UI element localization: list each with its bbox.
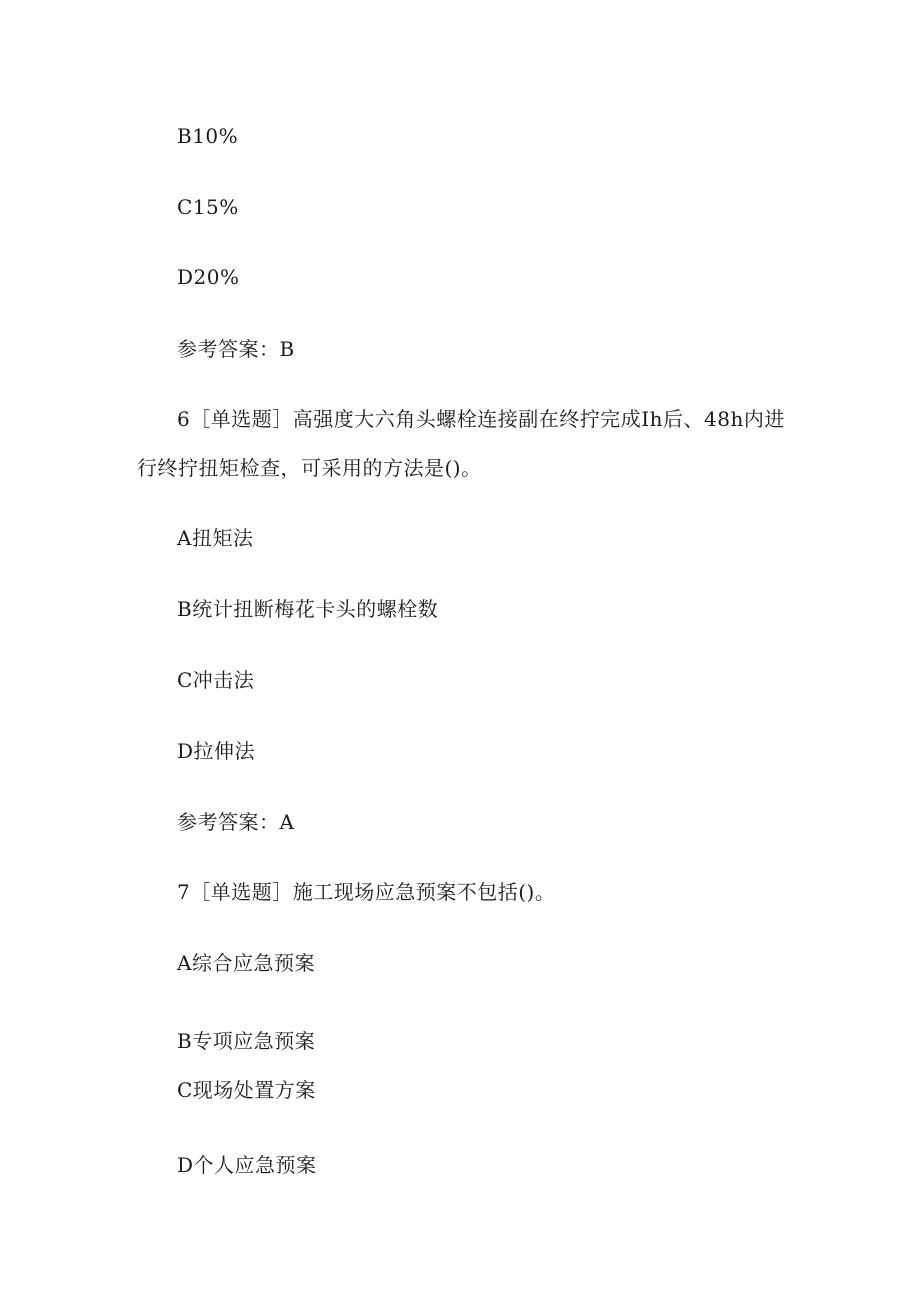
q7-option-b: B专项应急预案 bbox=[177, 1029, 316, 1053]
q6-option-d: D拉伸法 bbox=[177, 739, 256, 763]
q5-answer: 参考答案：B bbox=[177, 337, 295, 361]
q6-option-a: A扭矩法 bbox=[177, 526, 254, 550]
q6-stem-line1: 6［单选题］高强度大六角头螺栓连接副在终拧完成Ih后、48h内进 bbox=[177, 407, 785, 431]
q6-answer: 参考答案：A bbox=[177, 810, 295, 834]
q5-option-c: C15% bbox=[177, 195, 239, 219]
q5-option-b: B10% bbox=[177, 124, 239, 148]
q5-option-d: D20% bbox=[177, 265, 240, 289]
q6-option-b: B统计扭断梅花卡头的螺栓数 bbox=[177, 597, 439, 621]
q7-option-d: D个人应急预案 bbox=[177, 1153, 317, 1177]
q7-option-c: C现场处置方案 bbox=[177, 1078, 316, 1102]
q6-stem-line2: 行终拧扭矩检查，可采用的方法是()。 bbox=[137, 456, 482, 480]
q6-option-c: C冲击法 bbox=[177, 668, 255, 692]
q7-stem: 7［单选题］施工现场应急预案不包括()。 bbox=[177, 880, 556, 904]
q7-option-a: A综合应急预案 bbox=[177, 951, 315, 975]
